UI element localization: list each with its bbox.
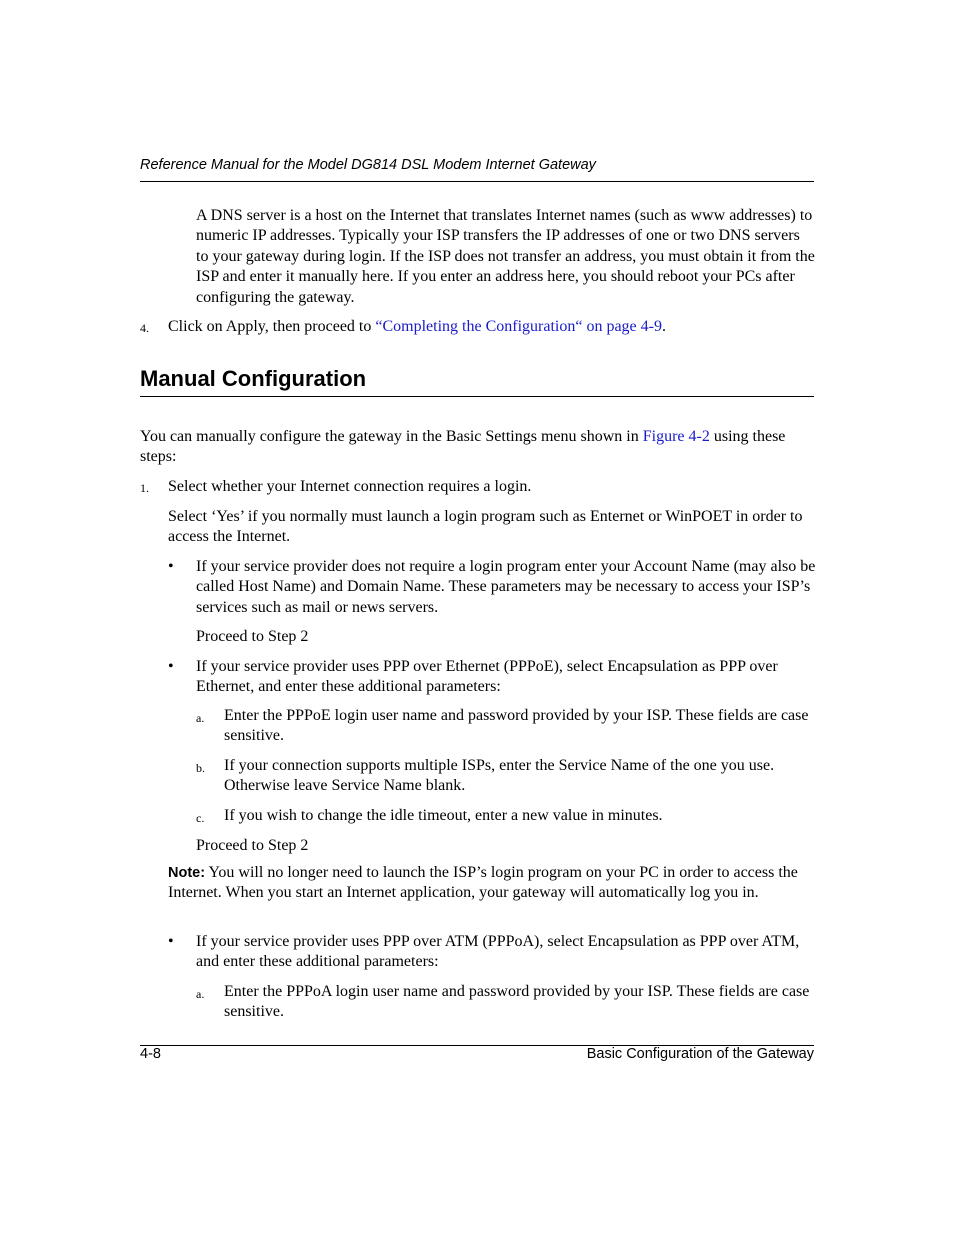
- proceed-step-2-first: Proceed to Step 2: [196, 628, 309, 645]
- step-4: [168, 317, 818, 337]
- note-paragraph: [168, 863, 816, 904]
- step-4-text: Click on Apply, then proceed to: [168, 318, 376, 335]
- note-label: Note:: [168, 865, 206, 881]
- sub-a-label: a.: [196, 711, 205, 725]
- select-yes-paragraph: Select ‘Yes’ if you normally must launch a login program such as Enternet or WinPOET in order to access the Internet.: [168, 508, 803, 546]
- bullet-3-marker: •: [168, 933, 174, 950]
- dns-paragraph: A DNS server is a host on the Internet that translates Internet names (such as www addresses) to numeric IP addresses. Typically your ISP transfers the IP addresses of one or two DNS servers to your gateway during login. If the ISP does not transfer an address, you must obtain it from the ISP and enter it manually here. If you enter an address here, you should reboot your PCs after configuring the gateway.: [196, 207, 815, 306]
- section-intro-text: You can manually configure the gateway in the Basic Settings menu shown in: [140, 428, 643, 445]
- header-rule: [140, 181, 814, 182]
- page-number: 4-8: [140, 1046, 161, 1062]
- step-4-number: 4.: [140, 321, 149, 335]
- figure-4-2-link[interactable]: Figure 4-2: [642, 428, 710, 445]
- sub-b-label: b.: [196, 761, 205, 775]
- proceed-step-2-second: Proceed to Step 2: [196, 837, 309, 854]
- sub-a2-label: a.: [196, 987, 205, 1001]
- sub-c-text: If you wish to change the idle timeout, enter a new value in minutes.: [224, 807, 663, 824]
- step-4-end: .: [661, 318, 666, 335]
- step-1-text: Select whether your Internet connection requires a login.: [168, 478, 532, 495]
- section-rule: [140, 396, 814, 397]
- bullet-2-marker: •: [168, 658, 174, 675]
- running-header: Reference Manual for the Model DG814 DSL Modem Internet Gateway: [140, 157, 596, 173]
- bullet-3-text: If your service provider uses PPP over ATM (PPPoA), select Encapsulation as PPP over ATM, and enter these additional parameters:: [196, 933, 800, 971]
- bullet-1-text: If your service provider does not require a login program enter your Account Name (may also be called Host Name) and Domain Name. These parameters may be necessary to access your ISP’s services such as mail or news servers.: [196, 558, 816, 616]
- section-intro-end: using these steps:: [140, 428, 786, 466]
- section-title: Manual Configuration: [140, 366, 367, 391]
- completing-configuration-link[interactable]: “Completing the Configuration“ on page 4-9: [375, 318, 662, 335]
- sub-a-text: Enter the PPPoE login user name and password provided by your ISP. These fields are case sensitive.: [224, 707, 809, 745]
- bullet-2-text: If your service provider uses PPP over Ethernet (PPPoE), select Encapsulation as PPP over Ethernet, and enter these additional parameters:: [196, 658, 778, 696]
- bullet-1-marker: •: [168, 558, 174, 575]
- sub-a2-text: Enter the PPPoA login user name and password provided by your ISP. These fields are case sensitive.: [224, 983, 810, 1021]
- step-1-number: 1.: [140, 481, 149, 495]
- note-text: You will no longer need to launch the ISP’s login program on your PC in order to access the Internet. When you start an Internet application, your gateway will automatically log you in.: [168, 864, 798, 902]
- sub-b-text: If your connection supports multiple ISPs, enter the Service Name of the one you use. Otherwise leave Service Name blank.: [224, 757, 775, 795]
- sub-c-label: c.: [196, 811, 205, 825]
- section-intro: [140, 427, 816, 468]
- chapter-title: Basic Configuration of the Gateway: [586, 1046, 814, 1062]
